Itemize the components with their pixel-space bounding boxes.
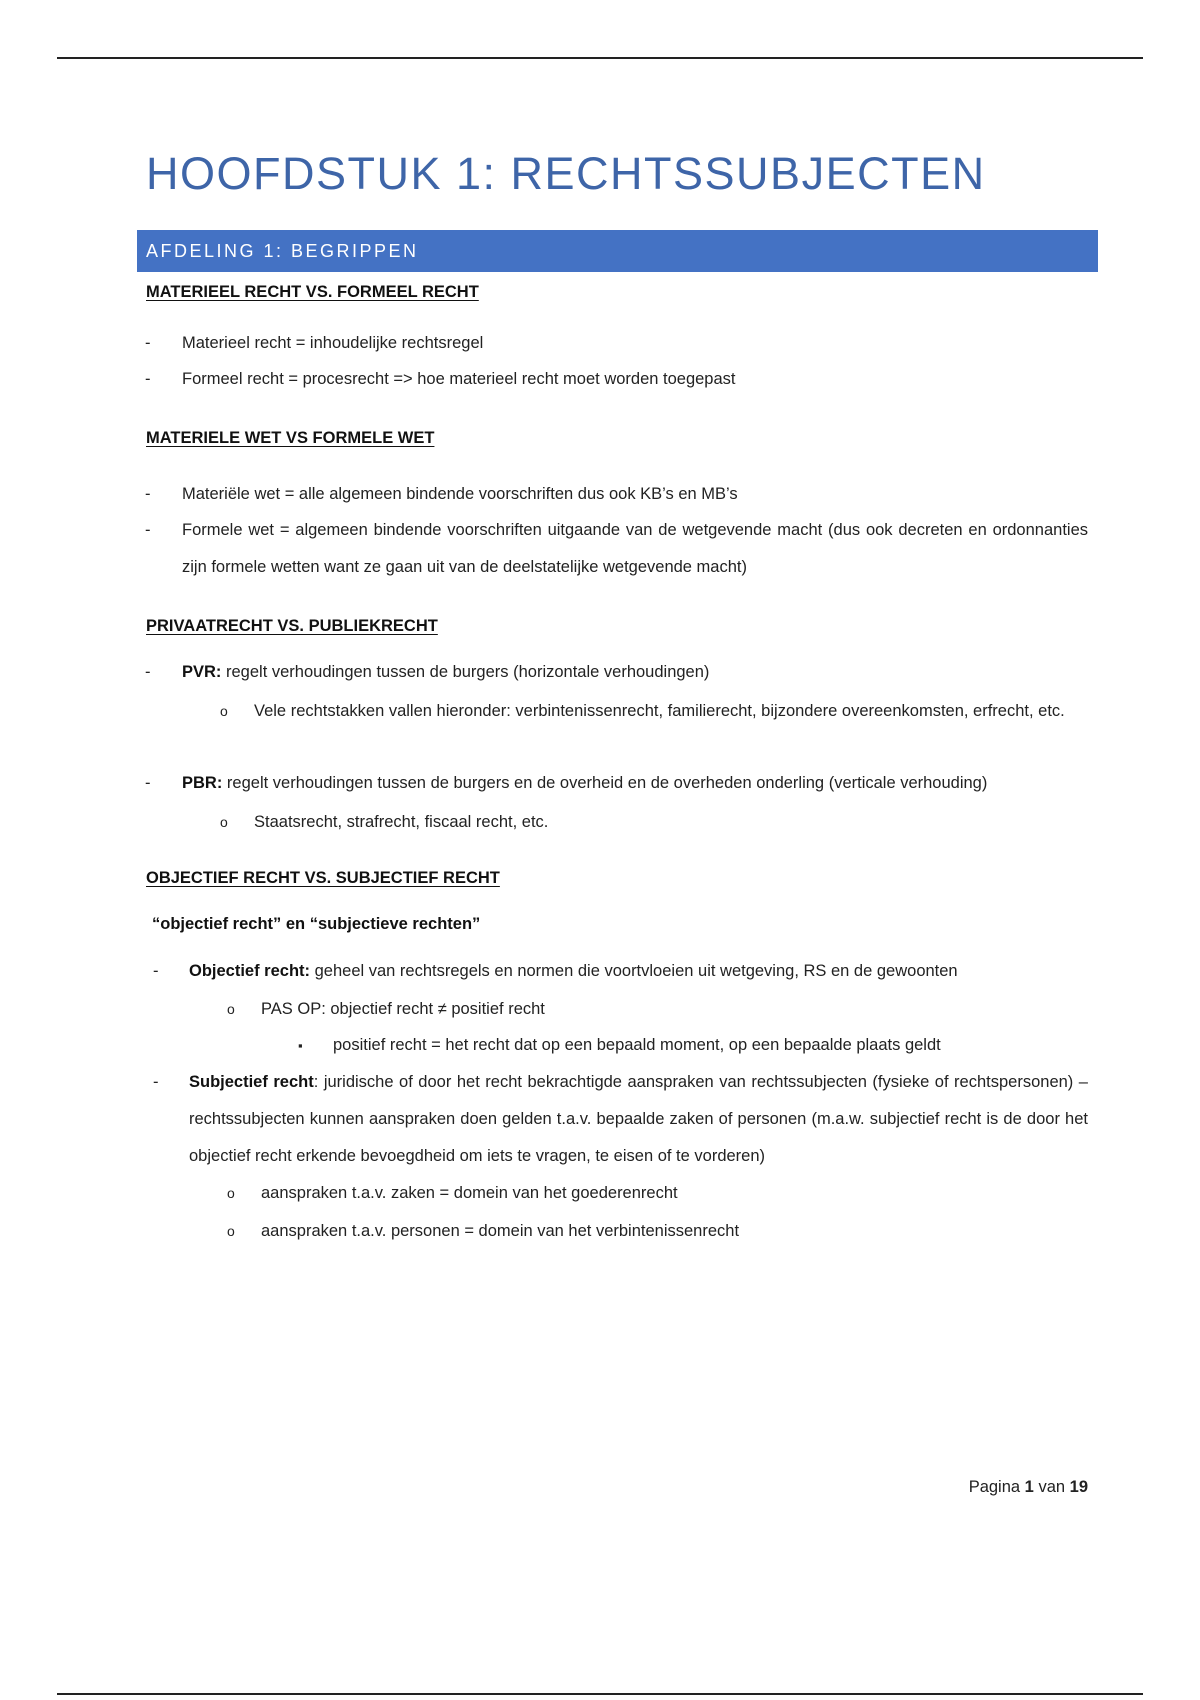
dash-bullet: - xyxy=(153,1073,159,1091)
current-page: 1 xyxy=(1024,1478,1034,1496)
dash-bullet: - xyxy=(145,370,151,388)
sub-list-item: o aanspraken t.a.v. zaken = domein van het goederenrecht xyxy=(261,1175,1088,1212)
sub-list-item: o Vele rechtstakken vallen hieronder: verbintenissenrecht, familierecht, bijzondere overeenkomsten, erfrecht, etc. xyxy=(254,693,1088,730)
dash-bullet: - xyxy=(145,663,151,681)
heading-privaatrecht-publiekrecht: PRIVAATRECHT VS. PUBLIEKRECHT xyxy=(146,617,438,635)
list-item: - Formeel recht = procesrecht => hoe materieel recht moet worden toegepast xyxy=(182,361,1088,398)
circle-bullet: o xyxy=(227,1223,235,1239)
term-pbr: PBR: xyxy=(182,774,223,792)
dash-bullet: - xyxy=(145,485,151,503)
heading-objectief-subjectief-recht: OBJECTIEF RECHT VS. SUBJECTIEF RECHT xyxy=(146,869,500,887)
term-pvr: PVR: xyxy=(182,663,222,681)
dash-bullet: - xyxy=(145,521,151,539)
total-pages: 19 xyxy=(1069,1478,1088,1496)
term-objectief-recht: Objectief recht: xyxy=(189,962,311,980)
section-heading-bar: AFDELING 1: BEGRIPPEN xyxy=(137,230,1098,272)
dash-bullet: - xyxy=(145,334,151,352)
sub-sub-list-item: ▪ positief recht = het recht dat op een bepaald moment, op een bepaalde plaats geldt xyxy=(333,1027,1088,1064)
heading-materiele-formele-wet: MATERIELE WET VS FORMELE WET xyxy=(146,429,435,447)
list-item: - Materiële wet = alle algemeen bindende voorschriften dus ook KB’s en MB’s xyxy=(182,476,1088,513)
page-title: HOOFDSTUK 1: RECHTSSUBJECTEN xyxy=(146,148,986,199)
term-subjectief-recht: Subjectief recht xyxy=(189,1073,314,1091)
top-rule xyxy=(57,57,1143,59)
page-number: Pagina 1 van 19 xyxy=(968,1478,1088,1496)
circle-bullet: o xyxy=(227,1001,235,1017)
list-item-subjectief-recht: - Subjectief recht: juridische of door het recht bekrachtigde aanspraken van rechtssubjecten (fysieke of rechtspersonen) – rechtssubjecten kunnen aanspraken doen gelden t.a.v. bepaalde zaken of personen (m.a.w. subjectief recht is de door het objectief recht erkende bevoegdheid om iets te vragen, te eisen of te vorderen) xyxy=(189,1064,1088,1175)
circle-bullet: o xyxy=(220,814,228,830)
square-bullet: ▪ xyxy=(298,1038,303,1053)
sub-list-item: o aanspraken t.a.v. personen = domein van het verbintenissenrecht xyxy=(261,1213,1088,1250)
circle-bullet: o xyxy=(227,1185,235,1201)
list-item-objectief-recht: - Objectief recht: geheel van rechtsregels en normen die voortvloeien uit wetgeving, RS en de gewoonten xyxy=(189,953,1088,990)
quote-line: “objectief recht” en “subjectieve rechten” xyxy=(152,915,481,933)
circle-bullet: o xyxy=(220,703,228,719)
sub-list-item: o PAS OP: objectief recht ≠ positief recht xyxy=(261,991,1088,1028)
dash-bullet: - xyxy=(153,962,159,980)
list-item-pvr: - PVR: regelt verhoudingen tussen de burgers (horizontale verhoudingen) xyxy=(182,654,1088,691)
list-item: - Formele wet = algemeen bindende voorschriften uitgaande van de wetgevende macht (dus ook decreten en ordonnanties zijn formele wetten want ze gaan uit van de deelstatelijke wetgevende macht) xyxy=(182,512,1088,586)
bottom-rule xyxy=(57,1693,1143,1695)
list-item-pbr: - PBR: regelt verhoudingen tussen de burgers en de overheid en de overheden onderling (verticale verhouding) xyxy=(182,765,1088,802)
sub-list-item: o Staatsrecht, strafrecht, fiscaal recht, etc. xyxy=(254,804,1088,841)
heading-materieel-formeel-recht: MATERIEEL RECHT VS. FORMEEL RECHT xyxy=(146,283,479,301)
dash-bullet: - xyxy=(145,774,151,792)
list-item: - Materieel recht = inhoudelijke rechtsregel xyxy=(182,325,1088,362)
